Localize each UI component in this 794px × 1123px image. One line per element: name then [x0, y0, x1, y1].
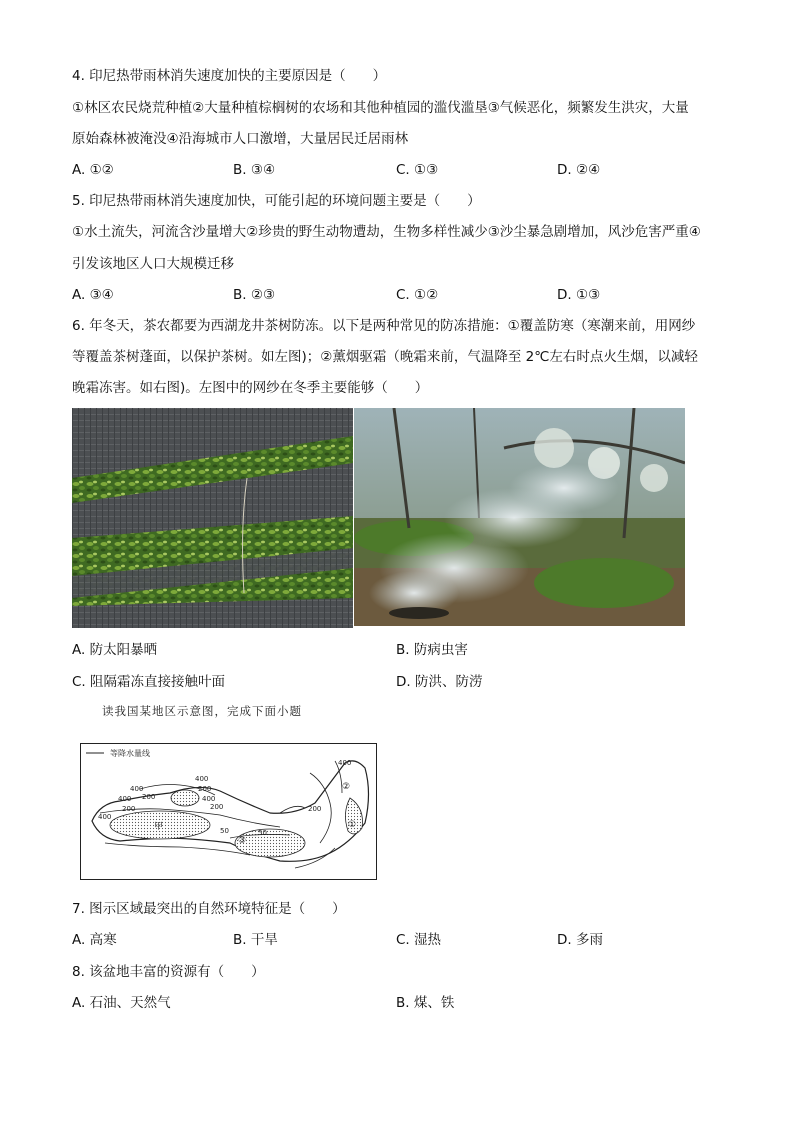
question-5-option-d: D. ①③ — [557, 287, 601, 303]
map-label: 50 — [220, 827, 229, 835]
question-4-statements-line-1: ①林区农民烧荒种植②大量种植棕榈树的农场和其他种植园的滥伐滥垦③气候恶化，频繁发生洪灾，大量 — [72, 100, 689, 116]
question-4-option-b: B. ③④ — [233, 162, 276, 178]
question-7-option-c: C. 湿热 — [396, 932, 442, 948]
question-7-option-b: B. 干旱 — [233, 932, 278, 948]
question-5-option-c: C. ①② — [396, 287, 439, 303]
question-6-option-d: D. 防洪、防涝 — [396, 674, 483, 690]
question-4-statements-line-2: 原始森林被淹没④沿海城市人口激增，大量居民迁居雨林 — [72, 131, 409, 147]
question-6-stem-line-2: 等覆盖茶树蓬面，以保护茶树。如左图)；②薰烟驱霜（晚霜来前，气温降至 2℃左右时点火生烟，以减轻 — [72, 349, 698, 365]
map-label: 400 — [338, 759, 352, 767]
map-label: 50 — [258, 829, 267, 837]
map-label: 200 — [210, 803, 224, 811]
map-label: 400 — [98, 813, 112, 821]
precipitation-map — [80, 743, 377, 880]
question-5-option-b: B. ②③ — [233, 287, 276, 303]
map-label-circle-1: ① — [348, 820, 357, 830]
question-4-stem: 4. 印尼热带雨林消失速度加快的主要原因是（ ） — [72, 68, 387, 84]
question-4-option-d: D. ②④ — [557, 162, 601, 178]
map-label: 200 — [308, 805, 322, 813]
question-8-option-a: A. 石油、天然气 — [72, 995, 171, 1011]
question-8-option-b: B. 煤、铁 — [396, 995, 455, 1011]
question-5-statements-line-1: ①水土流失，河流含沙量增大②珍贵的野生动物遭劫，生物多样性减少③沙尘暴急剧增加，风沙危害严重④ — [72, 224, 701, 240]
map-label-circle-3: ③ — [238, 836, 247, 846]
question-8-stem: 8. 该盆地丰富的资源有（ ） — [72, 964, 265, 980]
map-label: 400 — [118, 795, 132, 803]
question-5-option-a: A. ③④ — [72, 287, 114, 303]
map-label: 400 — [202, 795, 216, 803]
question-6-option-b: B. 防病虫害 — [396, 642, 468, 658]
map-label-jia: 甲 — [154, 822, 164, 832]
smoke-frost-prevention-photo — [354, 408, 685, 626]
map-label: 200 — [198, 785, 212, 793]
question-4-option-a: A. ①② — [72, 162, 114, 178]
question-7-stem: 7. 图示区域最突出的自然环境特征是（ ） — [72, 901, 346, 917]
map-label-circle-2: ② — [342, 782, 351, 792]
question-6-stem-line-1: 6. 年冬天，茶农都要为西湖龙井茶树防冻。以下是两种常见的防冻措施：①覆盖防寒（寒潮来前，用网纱 — [72, 318, 696, 334]
question-5-statements-line-2: 引发该地区人口大规模迁移 — [72, 256, 234, 272]
question-7-option-d: D. 多雨 — [557, 932, 603, 948]
map-legend-label: 等降水量线 — [110, 749, 150, 758]
question-6-stem-line-3: 晚霜冻害。如右图)。左图中的网纱在冬季主要能够（ ） — [72, 380, 429, 396]
map-label: 200 — [142, 793, 156, 801]
question-5-stem: 5. 印尼热带雨林消失速度加快，可能引起的环境问题主要是（ ） — [72, 193, 481, 209]
question-7-option-a: A. 高寒 — [72, 932, 117, 948]
tea-net-cover-photo — [72, 408, 353, 628]
map-label: 400 — [195, 775, 209, 783]
map-caption: 读我国某地区示意图，完成下面小题 — [102, 704, 302, 718]
map-label: 200 — [122, 805, 136, 813]
map-label: 400 — [130, 785, 144, 793]
question-6-option-c: C. 阻隔霜冻直接接触叶面 — [72, 674, 226, 690]
question-4-option-c: C. ①③ — [396, 162, 439, 178]
question-6-option-a: A. 防太阳暴晒 — [72, 642, 158, 658]
